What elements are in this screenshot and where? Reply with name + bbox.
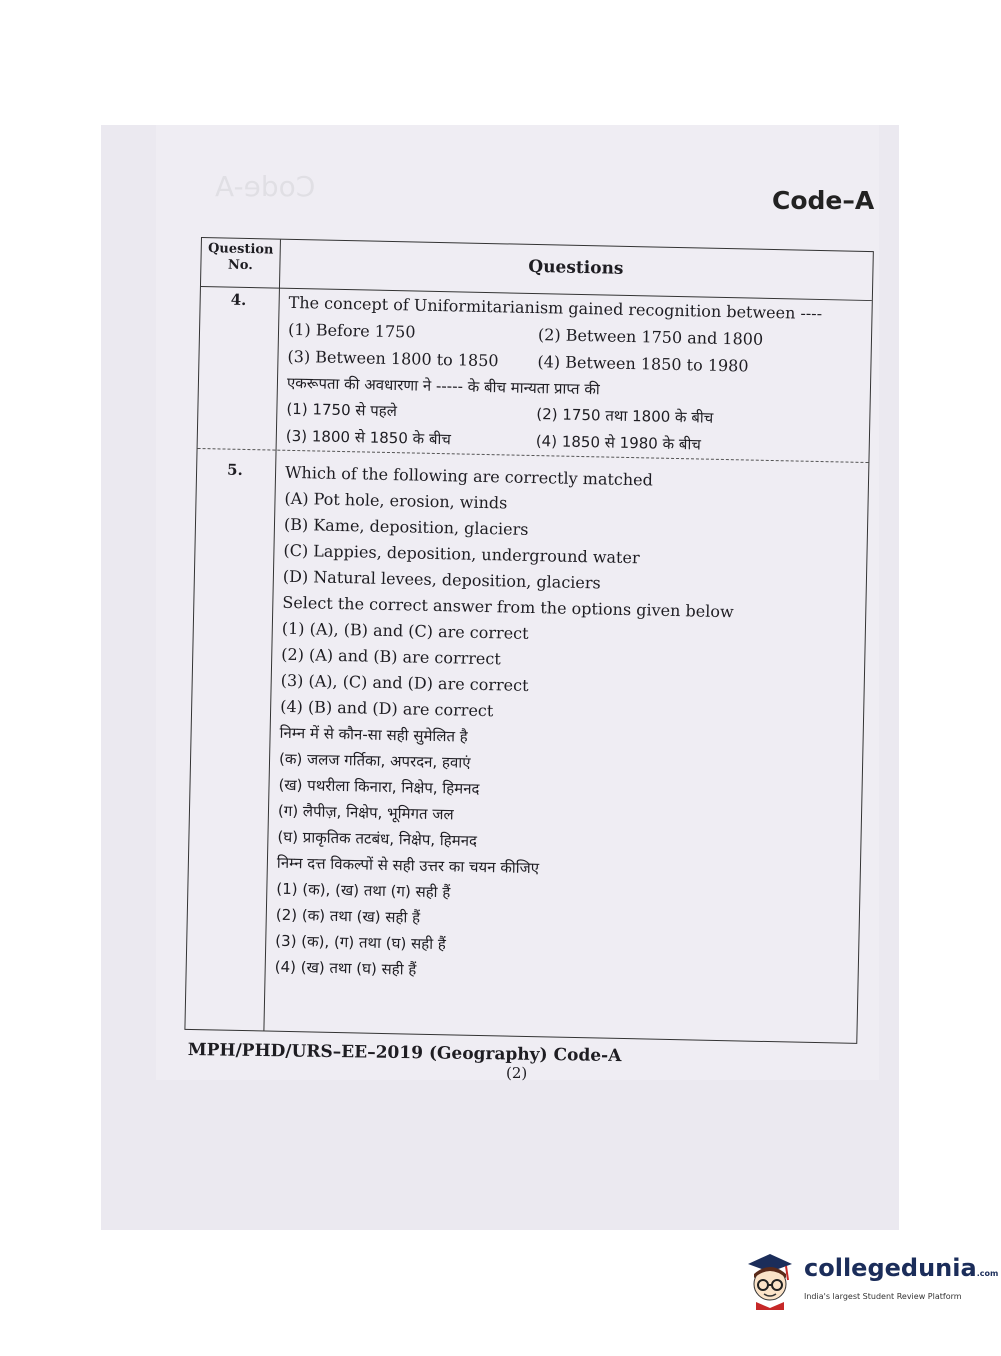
question-5-option-1: (1) (A), (B) and (C) are correct — [281, 618, 529, 643]
mascot-icon — [742, 1250, 798, 1310]
question-no-header: Question No. — [207, 241, 274, 274]
questions-header: Questions — [528, 256, 624, 279]
question-5-select-text: Select the correct answer from the options given below — [282, 592, 734, 622]
page-number: (2) — [506, 1064, 528, 1082]
question-4-number: 4. — [230, 290, 247, 309]
question-5-hindi-item-ka: (क) जलज गर्तिका, अपरदन, हवाएं — [278, 749, 471, 772]
question-4-hindi-option-1: (1) 1750 से पहले — [286, 399, 398, 421]
question-4-hindi-option-4: (4) 1850 से 1980 के बीच — [535, 432, 702, 454]
question-5 — [274, 460, 860, 992]
logo-tagline: India's largest Student Review Platform — [804, 1292, 962, 1301]
question-4-option-3: (3) Between 1800 to 1850 — [287, 346, 499, 371]
question-5-hindi-text: निम्न में से कौन-सा सही सुमेलित है — [279, 723, 468, 746]
question-4-option-2: (2) Between 1750 and 1800 — [537, 325, 764, 349]
question-5-hindi-option-2: (2) (क) तथा (ख) सही हैं — [275, 905, 421, 927]
question-5-item-a: (A) Pot hole, erosion, winds — [284, 488, 508, 513]
question-5-option-4: (4) (B) and (D) are correct — [279, 696, 494, 721]
question-4-hindi-text: एकरूपता की अवधारणा ने ----- के बीच मान्यता प्राप्त की — [286, 373, 600, 399]
question-4-text: The concept of Uniformitarianism gained recognition between ---- — [288, 292, 823, 324]
bleed-through-text: Code-A — [215, 170, 316, 203]
footer-code-line: MPH/PHD/URS–EE–2019 (Geography) Code-A — [187, 1040, 622, 1067]
question-5-hindi-option-4: (4) (ख) तथा (घ) सही हैं — [274, 957, 417, 979]
question-5-hindi-item-kha: (ख) पथरीला किनारा, निक्षेप, हिमनद — [278, 775, 480, 798]
question-4-option-1: (1) Before 1750 — [287, 319, 416, 342]
question-4-option-4: (4) Between 1850 to 1980 — [537, 352, 749, 376]
logo-text: collegedunia.com — [804, 1254, 999, 1282]
question-5-number: 5. — [226, 460, 243, 479]
question-4 — [286, 290, 864, 462]
question-5-hindi-item-gha: (घ) प्राकृतिक तटबंध, निक्षेप, हिमनद — [277, 827, 478, 850]
question-5-item-d: (D) Natural levees, deposition, glaciers — [282, 566, 601, 593]
question-table — [184, 237, 873, 1044]
question-5-text: Which of the following are correctly matched — [284, 462, 654, 490]
question-5-item-b: (B) Kame, deposition, glaciers — [283, 514, 529, 539]
collegedunia-logo — [742, 1250, 999, 1320]
question-5-item-c: (C) Lappies, deposition, underground water — [283, 540, 640, 568]
question-5-hindi-select: निम्न दत्त विकल्पों से सही उत्तर का चयन कीजिए — [276, 853, 540, 878]
question-5-hindi-option-3: (3) (क), (ग) तथा (घ) सही हैं — [275, 931, 446, 954]
question-5-hindi-option-1: (1) (क), (ख) तथा (ग) सही हैं — [276, 879, 451, 902]
question-4-hindi-option-3: (3) 1800 से 1850 के बीच — [285, 426, 452, 449]
question-5-hindi-item-ga: (ग) लैपीज़, निक्षेप, भूमिगत जल — [277, 801, 454, 824]
question-5-option-3: (3) (A), (C) and (D) are correct — [280, 670, 529, 695]
question-4-hindi-option-2: (2) 1750 तथा 1800 के बीच — [536, 405, 714, 427]
question-5-option-2: (2) (A) and (B) are corrrect — [281, 644, 501, 669]
code-heading: Code–A — [772, 186, 875, 215]
